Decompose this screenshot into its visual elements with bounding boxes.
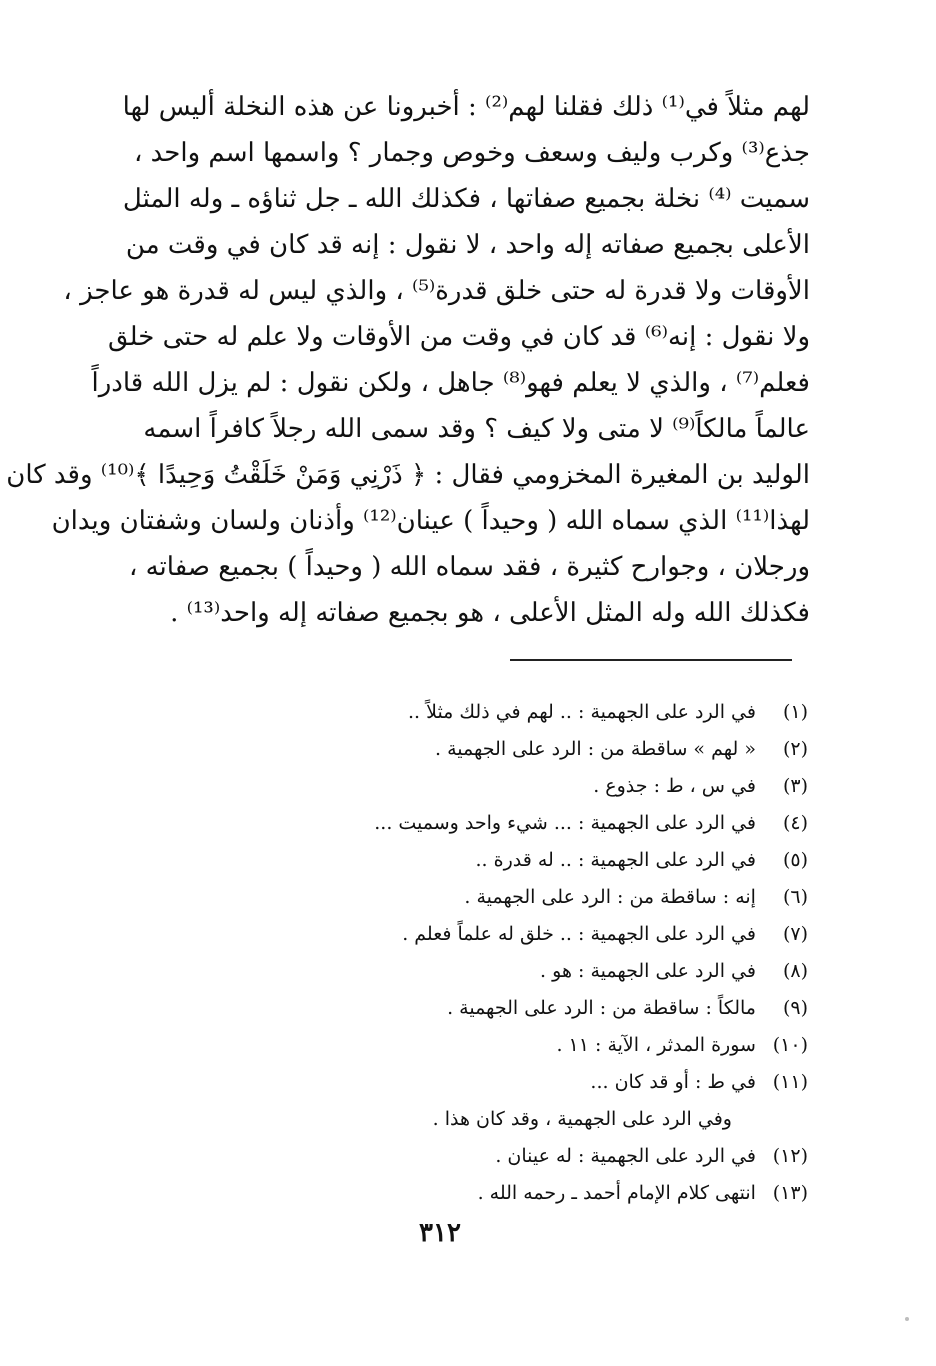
footnote-text: في الرد على الجهمية : ... شيء واحد وسميت ...: [374, 812, 756, 834]
footnote-number: (٨): [782, 960, 808, 982]
footnote: [288, 990, 808, 1027]
footnote-number: (١٢): [772, 1145, 808, 1167]
footnotes-list: [288, 694, 808, 1212]
footnote-text: في الرد على الجهمية : هو .: [540, 960, 756, 982]
footnote-text: وفي الرد على الجهمية ، وقد كان هذا .: [432, 1108, 732, 1130]
footnote-number: (٤): [782, 812, 808, 834]
footnote-text: سورة المدثر ، الآية : ١١ .: [556, 1034, 756, 1056]
footnote: [288, 879, 808, 916]
footnote-text: في الرد على الجهمية : .. خلق له علماً فعلم .: [402, 923, 756, 945]
footnote-number: (١٠): [772, 1034, 808, 1056]
text-line: ورجلان ، وجوارح كثيرة ، فقد سماه الله ( وحيداً ) بجميع صفاته ،: [128, 552, 810, 582]
footnote-number: (٦): [782, 886, 808, 908]
footnote-number: (٣): [782, 775, 808, 797]
footnote: [288, 1175, 808, 1212]
footnote: [288, 916, 808, 953]
text-line: الأوقات ولا قدرة له حتى خلق قدرة⁽⁵⁾ ، والذي ليس له قدرة هو عاجز ،: [63, 276, 810, 306]
text-line: لهذا⁽¹¹⁾ الذي سماه الله ( وحيداً ) عينان⁽¹²⁾ وأذنان ولسان وشفتان ويدان: [51, 506, 810, 536]
footnote-text: « لهم » ساقطة من : الرد على الجهمية .: [435, 738, 756, 760]
footnote: [288, 768, 808, 805]
footnote-text: في س ، ط : جذوع .: [593, 775, 756, 797]
footnote-text: مالكاً : ساقطة من : الرد على الجهمية .: [447, 997, 756, 1019]
footnote-number: (٢): [782, 738, 808, 760]
footnote-number: (٧): [782, 923, 808, 945]
footnote-text: إنه : ساقطة من : الرد على الجهمية .: [464, 886, 756, 908]
footnote: [288, 953, 808, 990]
footnote-divider: [510, 659, 792, 661]
page-number: ٣١٢: [419, 1218, 461, 1248]
footnote: [288, 694, 808, 731]
text-line: الأعلى بجميع صفاته إله واحد ، لا نقول : إنه قد كان في وقت من: [125, 230, 810, 260]
text-line: فعلم⁽⁷⁾ ، والذي لا يعلم فهو⁽⁸⁾ جاهل ، ولكن نقول : لم يزل الله قادراً: [91, 368, 810, 398]
footnote-text: انتهى كلام الإمام أحمد ـ رحمه الله .: [477, 1182, 756, 1204]
scan-speck: [905, 1317, 909, 1321]
text-line: جذع⁽³⁾ وكرب وليف وسعف وخوص وجمار ؟ واسمها اسم واحد ،: [133, 138, 810, 168]
text-line: فكذلك الله وله المثل الأعلى ، هو بجميع صفاته إله واحد⁽¹³⁾ .: [170, 598, 810, 628]
footnote-text: في الرد على الجهمية : .. له قدرة ..: [475, 849, 756, 871]
text-line: عالماً مالكاً⁽⁹⁾ لا متى ولا كيف ؟ وقد سمى الله رجلاً كافراً اسمه: [143, 414, 810, 444]
footnote: [288, 731, 808, 768]
footnote-number: (١): [782, 701, 808, 723]
footnote-number: (٩): [782, 997, 808, 1019]
text-line: الوليد بن المغيرة المخزومي فقال : ﴿ ذَرْنِي وَمَنْ خَلَقْتُ وَحِيدًا ﴾⁽¹⁰⁾ وقد كان: [6, 460, 810, 490]
footnote: [288, 1138, 808, 1175]
footnote: [288, 842, 808, 879]
footnote-number: (١١): [772, 1071, 808, 1093]
text-line: ولا نقول : إنه⁽⁶⁾ قد كان في وقت من الأوقات ولا علم له حتى خلق: [107, 322, 810, 352]
footnote: [288, 1064, 808, 1101]
footnote-number: (١٣): [772, 1182, 808, 1204]
footnote-continuation: [288, 1101, 808, 1138]
footnote: [288, 805, 808, 842]
main-text: [6, 84, 810, 636]
footnote-number: (٥): [782, 849, 808, 871]
text-line: سميت ⁽⁴⁾ نخلة بجميع صفاتها ، فكذلك الله ـ جل ثناؤه ـ وله المثل: [122, 184, 810, 214]
footnote-text: في ط : أو قد كان ...: [590, 1071, 756, 1093]
footnote: [288, 1027, 808, 1064]
text-line: لهم مثلاً في⁽¹⁾ ذلك فقلنا لهم⁽²⁾ : أخبرونا عن هذه النخلة أليس لها: [122, 92, 810, 122]
footnote-text: في الرد على الجهمية : .. لهم في ذلك مثلاً ..: [407, 701, 756, 723]
footnote-text: في الرد على الجهمية : له عينان .: [495, 1145, 756, 1167]
